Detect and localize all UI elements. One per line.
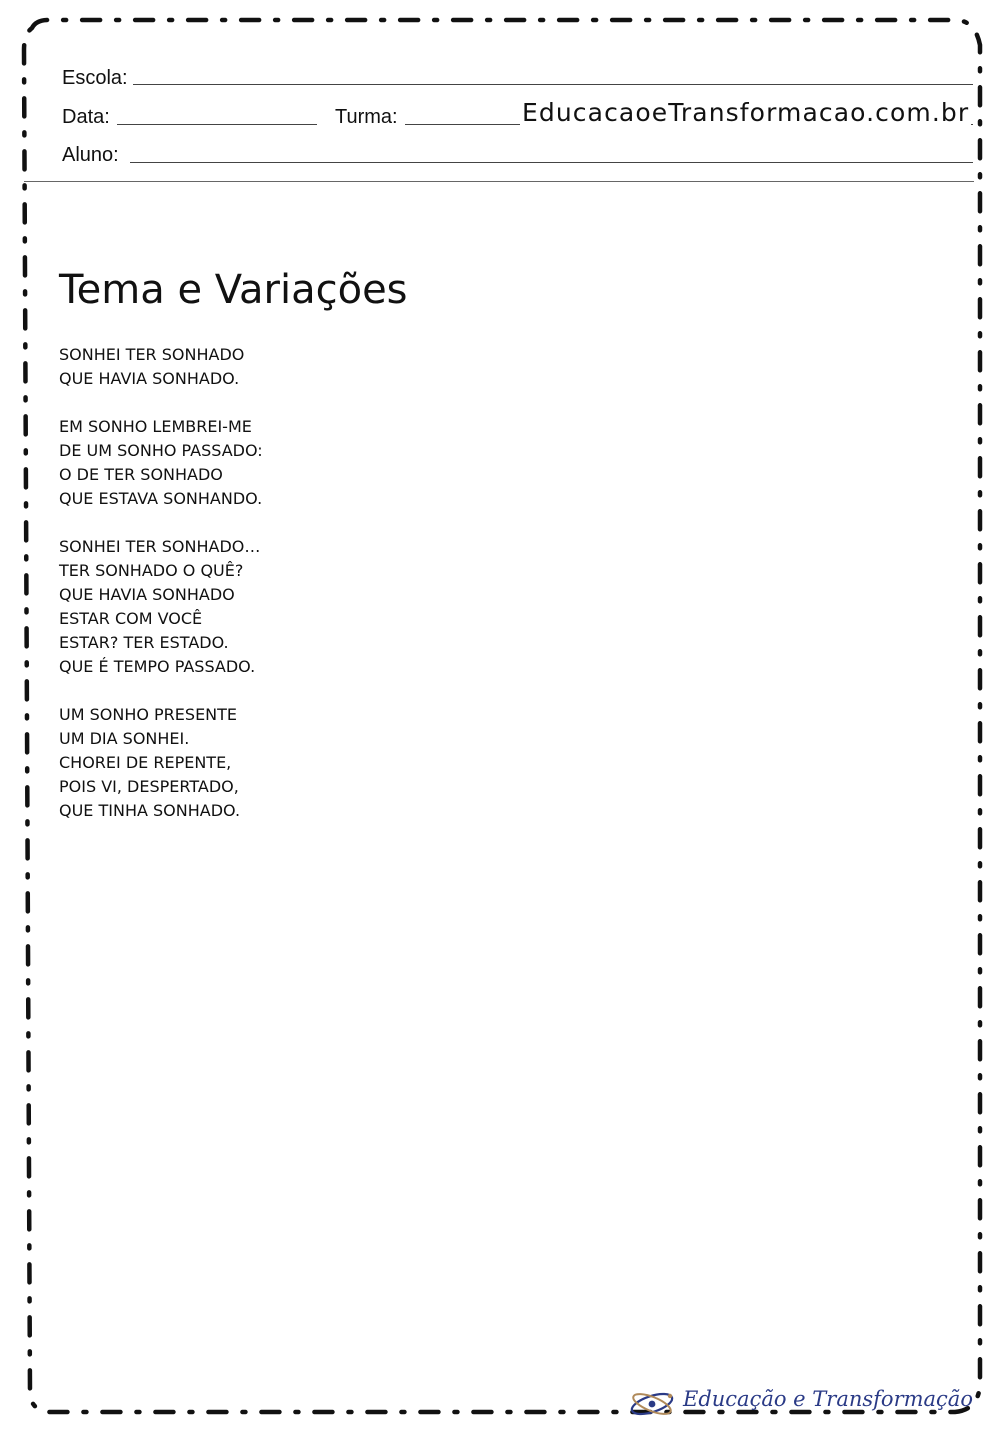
poem-verse: POIS VI, DESPERTADO,	[59, 777, 239, 796]
school-field-extension	[418, 84, 973, 85]
poem-verse: ESTAR? TER ESTADO.	[59, 633, 229, 652]
header-divider	[24, 181, 974, 182]
poem-stanza	[59, 703, 263, 823]
poem-verse: QUE É TEMPO PASSADO.	[59, 657, 256, 676]
poem-verse: DE UM SONHO PASSADO:	[59, 441, 263, 460]
poem-stanza	[59, 415, 263, 511]
poem	[59, 343, 263, 847]
student-field[interactable]	[130, 162, 973, 163]
poem-verse: UM DIA SONHEI.	[59, 729, 190, 748]
atom-orbit-icon	[628, 1384, 678, 1422]
page-title: Tema e Variações	[59, 266, 408, 313]
poem-stanza	[59, 535, 263, 679]
poem-verse: UM SONHO PRESENTE	[59, 705, 238, 724]
footer-brand: Educação e Transformação	[683, 1387, 973, 1411]
poem-stanza	[59, 343, 263, 391]
date-label: Data:	[62, 106, 110, 128]
poem-verse: O DE TER SONHADO	[59, 465, 223, 484]
poem-verse: SONHEI TER SONHADO…	[59, 537, 261, 556]
poem-verse: QUE ESTAVA SONHANDO.	[59, 489, 263, 508]
poem-verse: ESTAR COM VOCÊ	[59, 609, 203, 628]
school-label: Escola:	[62, 67, 128, 89]
poem-verse: EM SONHO LEMBREI-ME	[59, 417, 252, 436]
poem-verse: SONHEI TER SONHADO	[59, 345, 245, 364]
poem-verse: QUE HAVIA SONHADO.	[59, 369, 240, 388]
website-url: EducacaoeTransformacao.com.br	[522, 98, 970, 127]
school-field[interactable]	[133, 84, 418, 85]
poem-verse: QUE TINHA SONHADO.	[59, 801, 241, 820]
class-label: Turma:	[335, 106, 398, 128]
poem-verse: QUE HAVIA SONHADO	[59, 585, 235, 604]
student-label: Aluno:	[62, 144, 119, 166]
poem-verse: TER SONHADO O QUÊ?	[59, 561, 244, 580]
poem-verse: CHOREI DE REPENTE,	[59, 753, 232, 772]
date-field[interactable]	[117, 124, 317, 125]
